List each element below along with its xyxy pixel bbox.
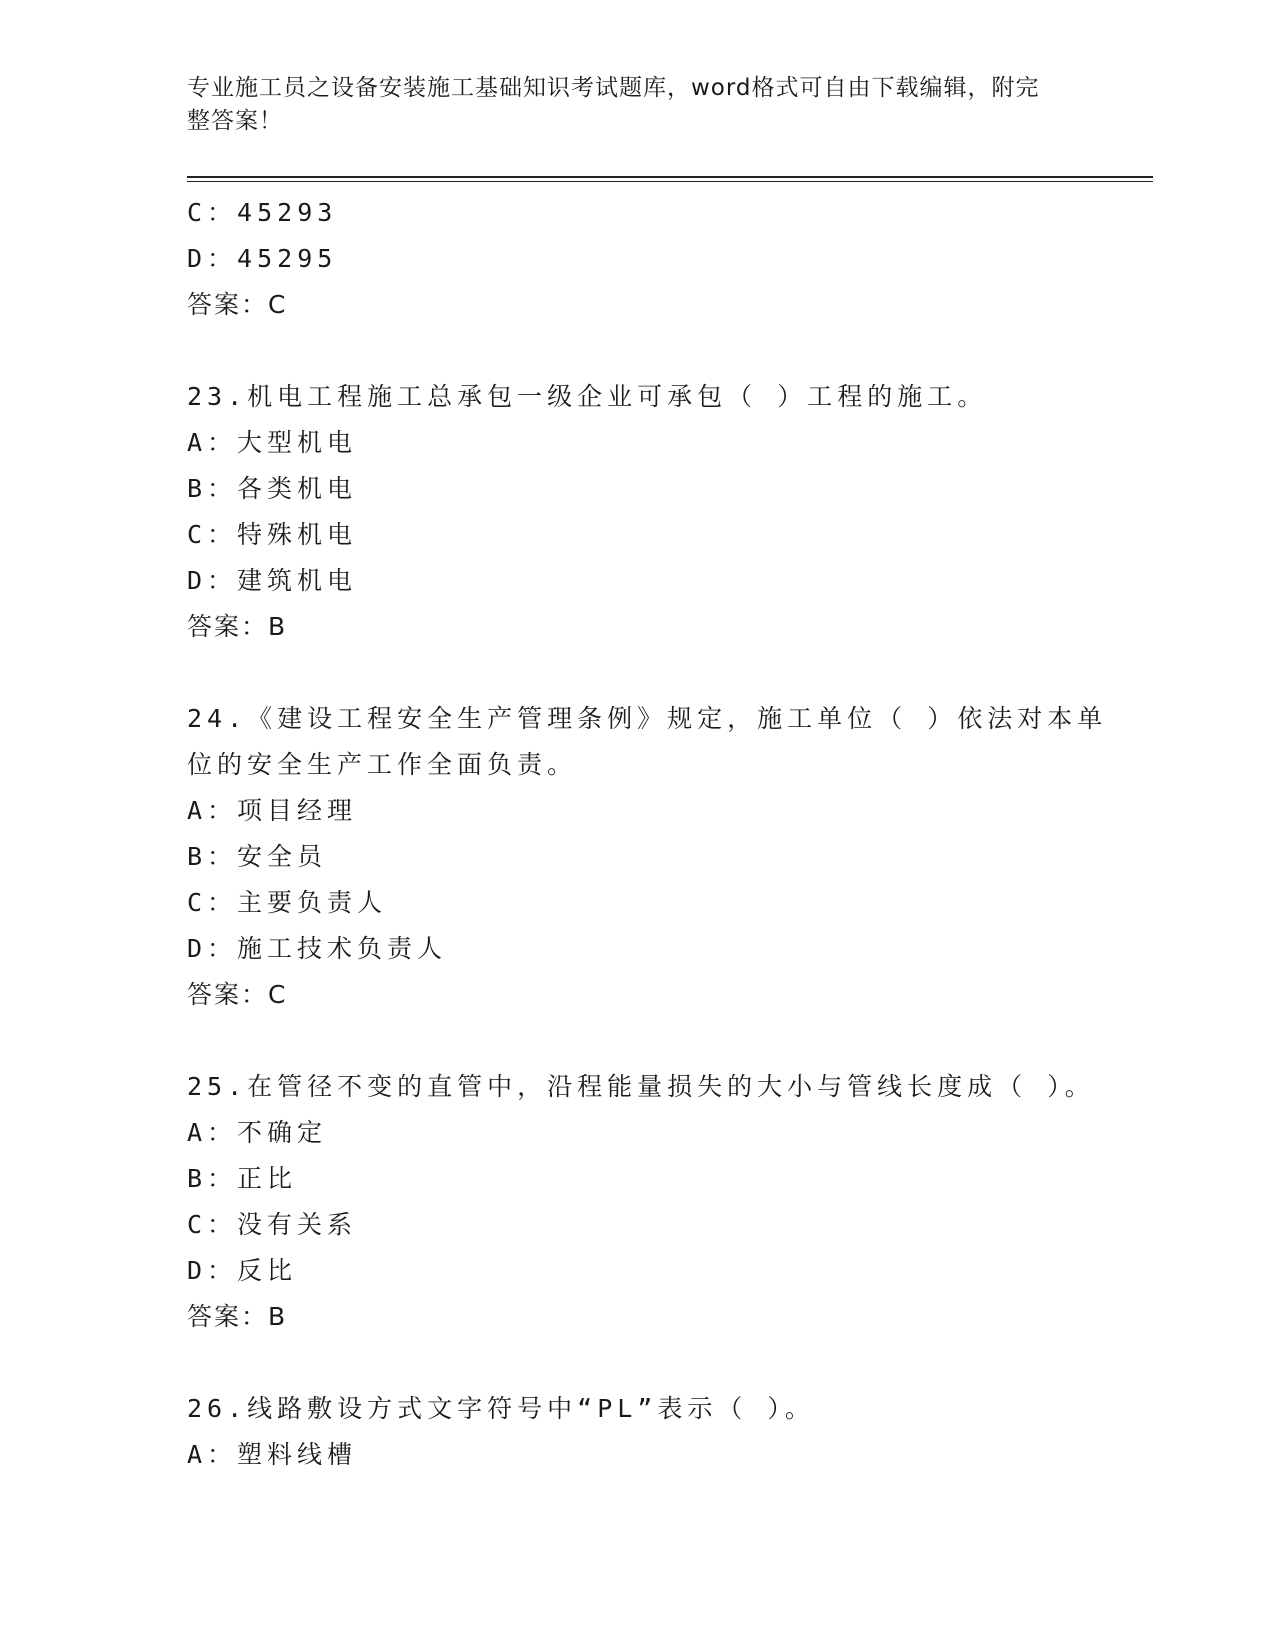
option-c: C：45293 <box>187 198 338 227</box>
option-d: D：反比 <box>187 1256 298 1285</box>
question-25 <box>187 1064 1095 1340</box>
document-header <box>187 72 1067 138</box>
spacer <box>187 650 1087 696</box>
answer-line: 答案：B <box>187 612 288 641</box>
spacer <box>187 1340 1087 1386</box>
option-c: C：没有关系 <box>187 1210 358 1239</box>
answer-line: 答案：C <box>187 290 288 319</box>
header-line-2: 整答案！ <box>187 108 283 134</box>
question-24 <box>187 696 1108 1018</box>
option-b: B：各类机电 <box>187 474 358 503</box>
header-divider-thick <box>187 176 1153 178</box>
header-line-1: 专业施工员之设备安装施工基础知识考试题库，word格式可自由下载编辑，附完 <box>187 75 1040 101</box>
spacer <box>187 328 1087 374</box>
question-stem-continued: 位的安全生产工作全面负责。 <box>187 750 578 779</box>
option-a: A：不确定 <box>187 1118 328 1147</box>
option-b: B：正比 <box>187 1164 298 1193</box>
question-26 <box>187 1386 1087 1478</box>
option-c: C：主要负责人 <box>187 888 388 917</box>
answer-line: 答案：B <box>187 1302 288 1331</box>
question-stem: 25.在管径不变的直管中，沿程能量损失的大小与管线长度成（ ）。 <box>187 1072 1095 1101</box>
question-stem: 23.机电工程施工总承包一级企业可承包（ ）工程的施工。 <box>187 382 988 411</box>
option-d: D：45295 <box>187 244 338 273</box>
spacer <box>187 1018 1087 1064</box>
option-c: C：特殊机电 <box>187 520 358 549</box>
option-a: A：塑料线槽 <box>187 1440 358 1469</box>
question-23 <box>187 374 1087 650</box>
answer-line: 答案：C <box>187 980 288 1009</box>
option-a: A：项目经理 <box>187 796 358 825</box>
header-divider-thin <box>187 181 1153 182</box>
option-d: D：施工技术负责人 <box>187 934 448 963</box>
question-content <box>187 190 1108 1478</box>
question-stem: 24.《建设工程安全生产管理条例》规定，施工单位（ ）依法对本单 <box>187 704 1108 733</box>
question-stem: 26.线路敷设方式文字符号中“PL”表示（ ）。 <box>187 1394 815 1423</box>
option-d: D：建筑机电 <box>187 566 358 595</box>
option-a: A：大型机电 <box>187 428 358 457</box>
option-b: B：安全员 <box>187 842 328 871</box>
previous-question-tail <box>187 190 1087 328</box>
